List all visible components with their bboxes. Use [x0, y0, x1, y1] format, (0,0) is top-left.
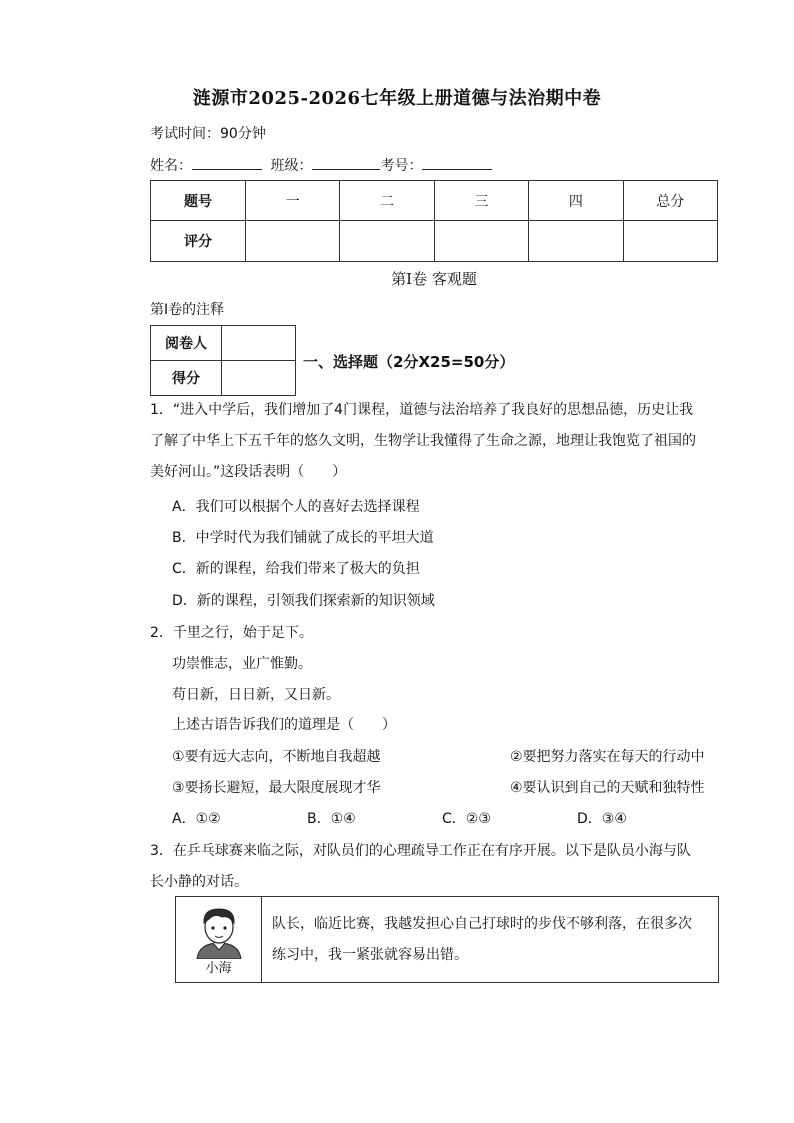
score-cell[interactable]	[246, 221, 340, 262]
score-table	[150, 180, 718, 262]
q2-option-b[interactable]: B．①④	[307, 811, 356, 827]
q2-option-c[interactable]: C．②③	[442, 811, 491, 827]
question-text: 1．“进入中学后，我们增加了4门课程，道德与法治培养了我良好的思想品德，历史让我	[150, 402, 694, 418]
q2-statement-1: ①要有远大志向，不断地自我超越	[172, 749, 381, 765]
score-cell[interactable]	[340, 221, 434, 262]
q1-option-b[interactable]: B．中学时代为我们铺就了成长的平坦大道	[172, 530, 434, 546]
score-cell[interactable]	[529, 221, 623, 262]
q2-statement-4: ④要认识到自己的天赋和独特性	[510, 780, 705, 796]
part1-heading: 第Ⅰ卷 客观题	[391, 270, 477, 288]
part1-note: 第Ⅰ卷的注释	[150, 302, 225, 318]
number-blank[interactable]	[422, 155, 492, 170]
q1-option-d[interactable]: D．新的课程，引领我们探索新的知识领域	[172, 593, 435, 609]
score-table-header-row	[151, 181, 718, 221]
dialog-text: 队长，临近比赛，我越发担心自己打球时的步伐不够利落，在很多次	[272, 916, 692, 932]
class-label: 班级：	[270, 158, 313, 174]
score-table-score-row	[151, 221, 718, 262]
section1-title: 一、选择题（2分X25=50分）	[303, 353, 515, 371]
header-cell: 题号	[151, 181, 246, 221]
row-label: 评分	[151, 221, 246, 262]
header-cell: 四	[529, 181, 623, 221]
question-text: 了解了中华上下五千年的悠久文明，生物学让我懂得了生命之源，地理让我饱览了祖国的	[150, 433, 696, 449]
question-text: 美好河山。”这段话表明（ ）	[150, 464, 347, 480]
grader-box	[150, 325, 296, 396]
class-blank[interactable]	[312, 155, 380, 170]
q2-line-1: 2．千里之行，始于足下。	[150, 625, 313, 641]
q1-option-a[interactable]: A．我们可以根据个人的喜好去选择课程	[172, 499, 420, 515]
name-label: 姓名：	[150, 158, 192, 174]
dialog-text: 练习中，我一紧张就容易出错。	[272, 947, 468, 963]
header-cell: 一	[246, 181, 340, 221]
exam-title: 涟源市2025-2026七年级上册道德与法治期中卷	[192, 88, 602, 109]
q3-line-2: 长小静的对话。	[150, 874, 248, 890]
reviewer-label: 阅卷人	[151, 326, 222, 361]
number-label: 考号：	[380, 158, 423, 174]
q2-line-2: 功崇惟志，业广惟勤。	[172, 656, 312, 672]
q2-statement-3: ③要扬长避短，最大限度展现才华	[172, 780, 381, 796]
score-input-cell[interactable]	[222, 361, 296, 396]
exam-time: 考试时间：90分钟	[150, 126, 266, 142]
header-cell: 总分	[623, 181, 717, 221]
q2-line-3: 苟日新，日日新，又日新。	[172, 687, 340, 703]
speaker-name: 小海	[205, 961, 232, 976]
dialog-box	[175, 896, 719, 983]
q3-line-1: 3．在乒乓球赛来临之际，对队员们的心理疏导工作正在有序开展。以下是队员小海与队	[150, 843, 691, 859]
header-cell: 二	[340, 181, 434, 221]
score-cell[interactable]	[434, 221, 528, 262]
q2-option-d[interactable]: D．③④	[577, 811, 627, 827]
speaker-panel	[176, 897, 262, 982]
name-blank[interactable]	[192, 155, 262, 170]
q2-statement-2: ②要把努力落实在每天的行动中	[510, 749, 705, 765]
score-label: 得分	[151, 361, 222, 396]
score-cell[interactable]	[623, 221, 717, 262]
reviewer-cell[interactable]	[222, 326, 296, 361]
q1-option-c[interactable]: C．新的课程，给我们带来了极大的负担	[172, 561, 420, 577]
boy-avatar-icon	[189, 903, 249, 959]
header-cell: 三	[434, 181, 528, 221]
question-1	[150, 395, 730, 488]
q2-line-4: 上述古语告诉我们的道理是（ ）	[172, 717, 396, 733]
q2-option-a[interactable]: A．①②	[172, 811, 221, 827]
student-info-line	[150, 155, 492, 176]
